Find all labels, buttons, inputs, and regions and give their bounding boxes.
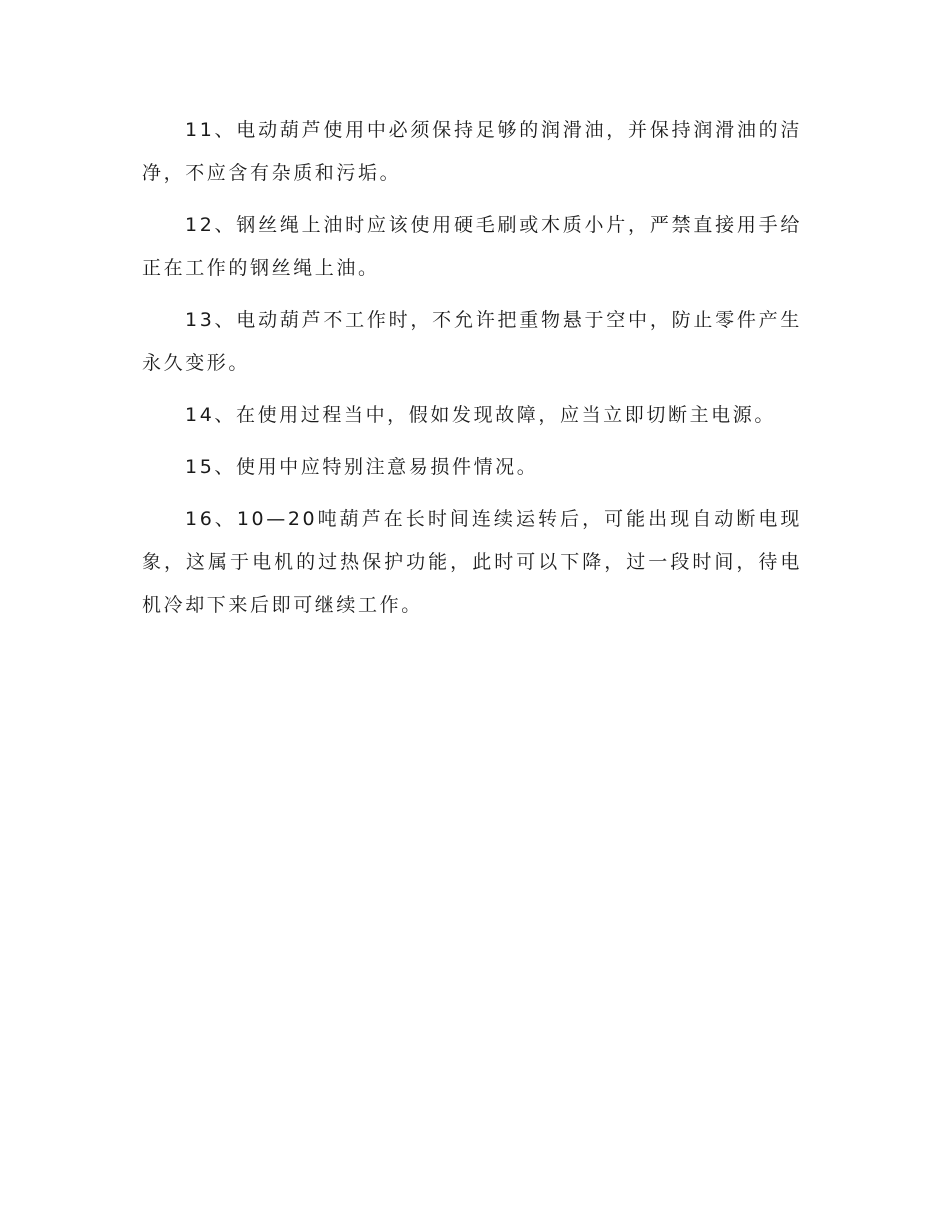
paragraph-16: 16、10—20吨葫芦在长时间连续运转后，可能出现自动断电现象，这属于电机的过热保护功能，此时可以下降，过一段时间，待电机冷却下来后即可继续工作。 [142, 508, 802, 616]
paragraph-12: 12、钢丝绳上油时应该使用硬毛刷或木质小片，严禁直接用手给正在工作的钢丝绳上油。 [142, 214, 802, 279]
document-body [142, 109, 802, 636]
paragraph-11: 11、电动葫芦使用中必须保持足够的润滑油，并保持润滑油的洁净，不应含有杂质和污垢。 [142, 119, 802, 184]
paragraph-13: 13、电动葫芦不工作时，不允许把重物悬于空中，防止零件产生永久变形。 [142, 309, 802, 374]
paragraph-15: 15、使用中应特别注意易损件情况。 [185, 456, 539, 478]
paragraph-14: 14、在使用过程当中，假如发现故障，应当立即切断主电源。 [185, 404, 776, 426]
